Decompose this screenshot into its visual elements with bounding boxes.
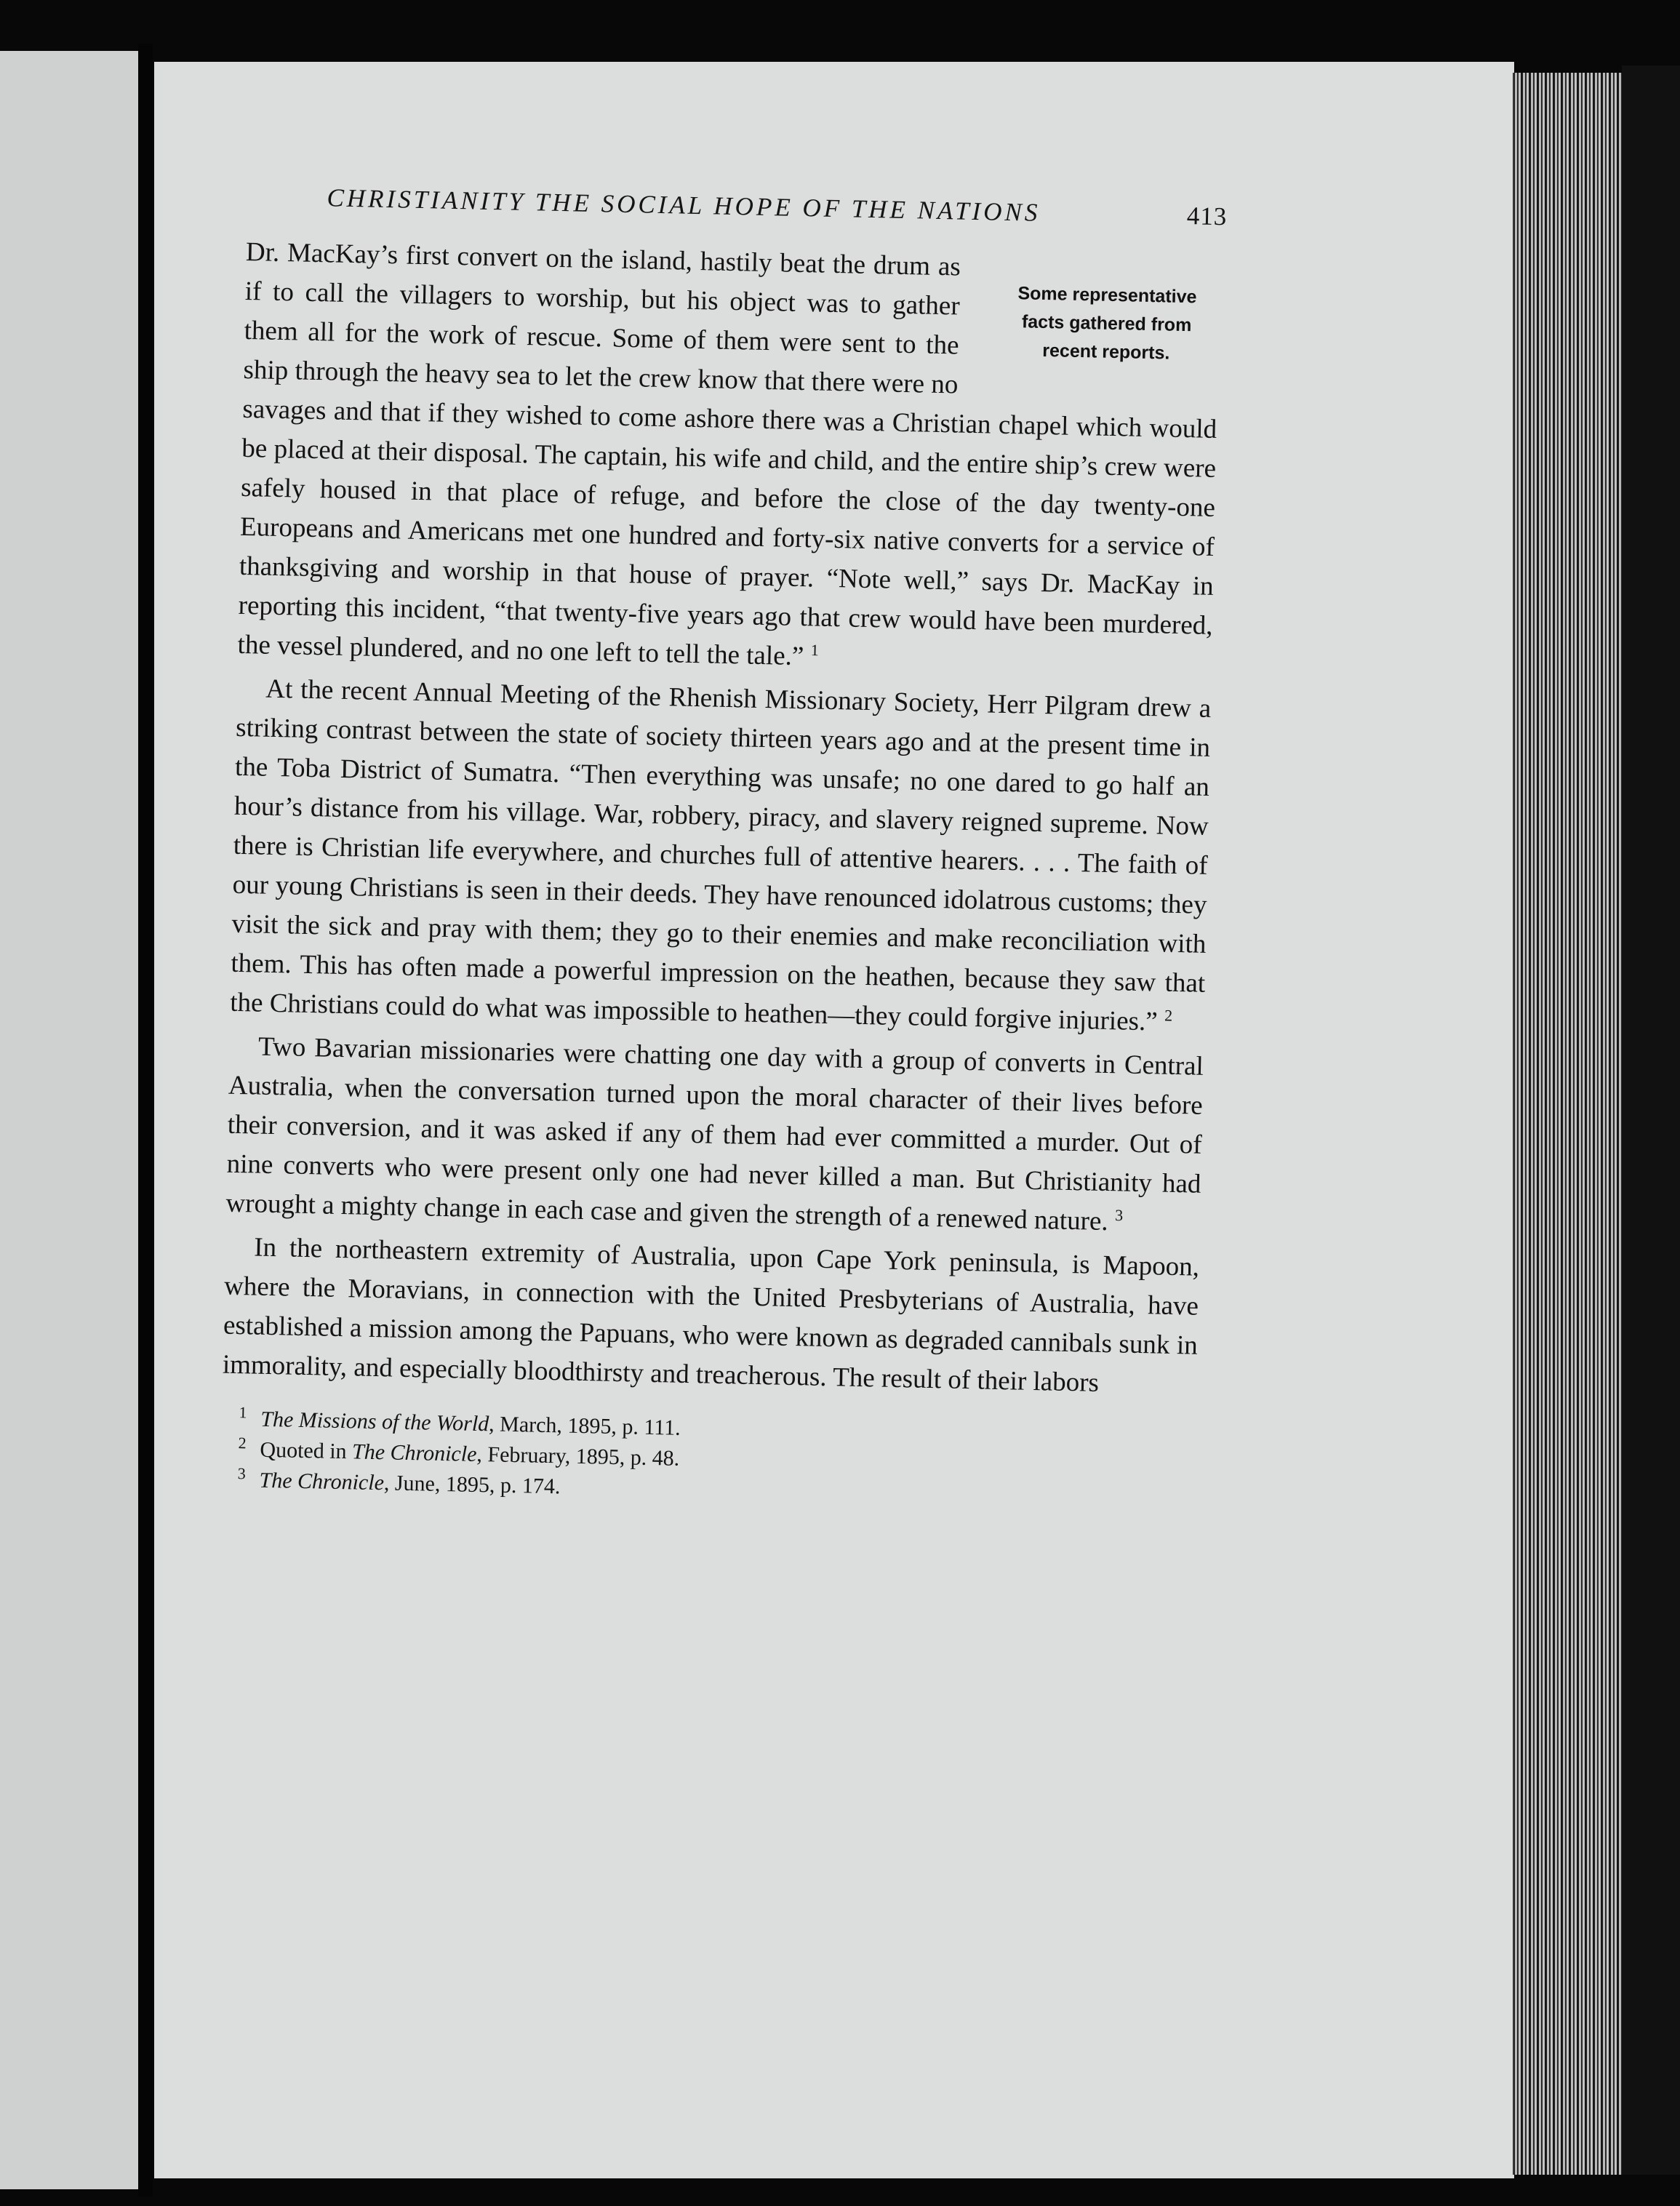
- scan-border: [1622, 65, 1680, 2175]
- footnote-2-title: The Chronicle: [351, 1439, 477, 1466]
- footnote-3-title: The Chronicle: [259, 1468, 385, 1495]
- footnote-ref-3: 3: [1114, 1205, 1124, 1225]
- paragraph-1-text: Dr. MacKay’s first convert on the island, hastily beat the drum as if to call the villagers to worship, but his object was to gather them all for the work of rescue. Some of them were sent to the ship through the heavy sea to let the crew know that there were no savages and that if they wished to come ashore there was a Christian chapel which would be placed at their disposal. The captain, his wife and child, and the entire ship’s crew were safely housed in that place of refuge, and before the close of the day twenty-one Europeans and Americans met one hundred and forty-six native converts for a service of thanksgiving and worship in that house of prayer. “Note well,” says Dr. MacKay in reporting this incident, “that twenty-five years ago that crew would have been murdered, the vessel plundered, and no one left to tell the tale.”: [237, 236, 1217, 672]
- margin-note-line-2: facts gathered from: [1021, 311, 1192, 336]
- footnote-ref-2: 2: [1164, 1006, 1173, 1025]
- page-content: [220, 182, 1228, 1516]
- paragraph-2: [230, 669, 1212, 1043]
- page-stack-edge: [1513, 73, 1622, 2175]
- footnote-2-marker: 2: [238, 1434, 247, 1452]
- paragraph-2-text: At the recent Annual Meeting of the Rhenish Missionary Society, Herr Pilgram drew a striking contrast between the state of society thirteen years ago and at the present time in the Toba District of Sumatra. “Then everything was unsafe; no one dared to go half an hour’s distance from his village. War, robbery, piracy, and slavery reigned supreme. Now there is Christian life everywhere, and churches full of attentive hearers. . . . The faith of our young Christians is seen in their deeds. They have renounced idolatrous customs; they visit the sick and pray with them; they go to their enemies and make reconciliation with them. This has often made a powerful impression on the heathen, because they saw that the Christians could do what was impossible to heathen—they could forgive injuries.”: [229, 674, 1212, 1037]
- footnote-1-title: The Missions of the World: [260, 1407, 489, 1436]
- paragraph-1: [237, 233, 1220, 685]
- footnote-3-rest: , June, 1895, p. 174.: [383, 1471, 561, 1499]
- footnote-1-marker: 1: [239, 1403, 247, 1422]
- margin-note-line-1: Some representative: [1017, 283, 1197, 308]
- margin-note-line-3: recent reports.: [1042, 340, 1170, 364]
- left-page-edge: [0, 51, 138, 2189]
- paragraph-3-text: Two Bavarian missionaries were chatting one day with a group of converts in Central Australia, when the conversation turned upon the moral character of their lives before their conversion, and it was asked if any of them had ever committed a murder. Out of nine converts who were present only one had never killed a man. But Christianity had wrought a mighty change in each case and given the strength of a renewed nature.: [225, 1031, 1204, 1237]
- book-spine: [138, 44, 153, 2197]
- footnote-3-marker: 3: [237, 1464, 247, 1483]
- paragraph-4: [222, 1228, 1199, 1405]
- margin-note: [980, 279, 1233, 369]
- body-text: [222, 233, 1220, 1405]
- paragraph-3: [225, 1027, 1204, 1244]
- footnote-1-rest: , March, 1895, p. 111.: [488, 1412, 681, 1440]
- footnote-2-prefix: Quoted in: [260, 1437, 353, 1464]
- footnote-2-rest: , February, 1895, p. 48.: [476, 1442, 680, 1471]
- paragraph-4-text: In the northeastern extremity of Australia, upon Cape York peninsula, is Mapoon, where the Moravians, in connection with the United Presbyterians of Australia, have established a mission among the Papuans, who were known as degraded cannibals sunk in immorality, and especially bloodthirsty and treacherous. The result of their labors: [222, 1232, 1200, 1398]
- page-number: 413: [1186, 201, 1228, 231]
- running-head-title: CHRISTIANITY THE SOCIAL HOPE OF THE NATIONS: [327, 183, 1041, 227]
- footnote-ref-1: 1: [810, 641, 819, 660]
